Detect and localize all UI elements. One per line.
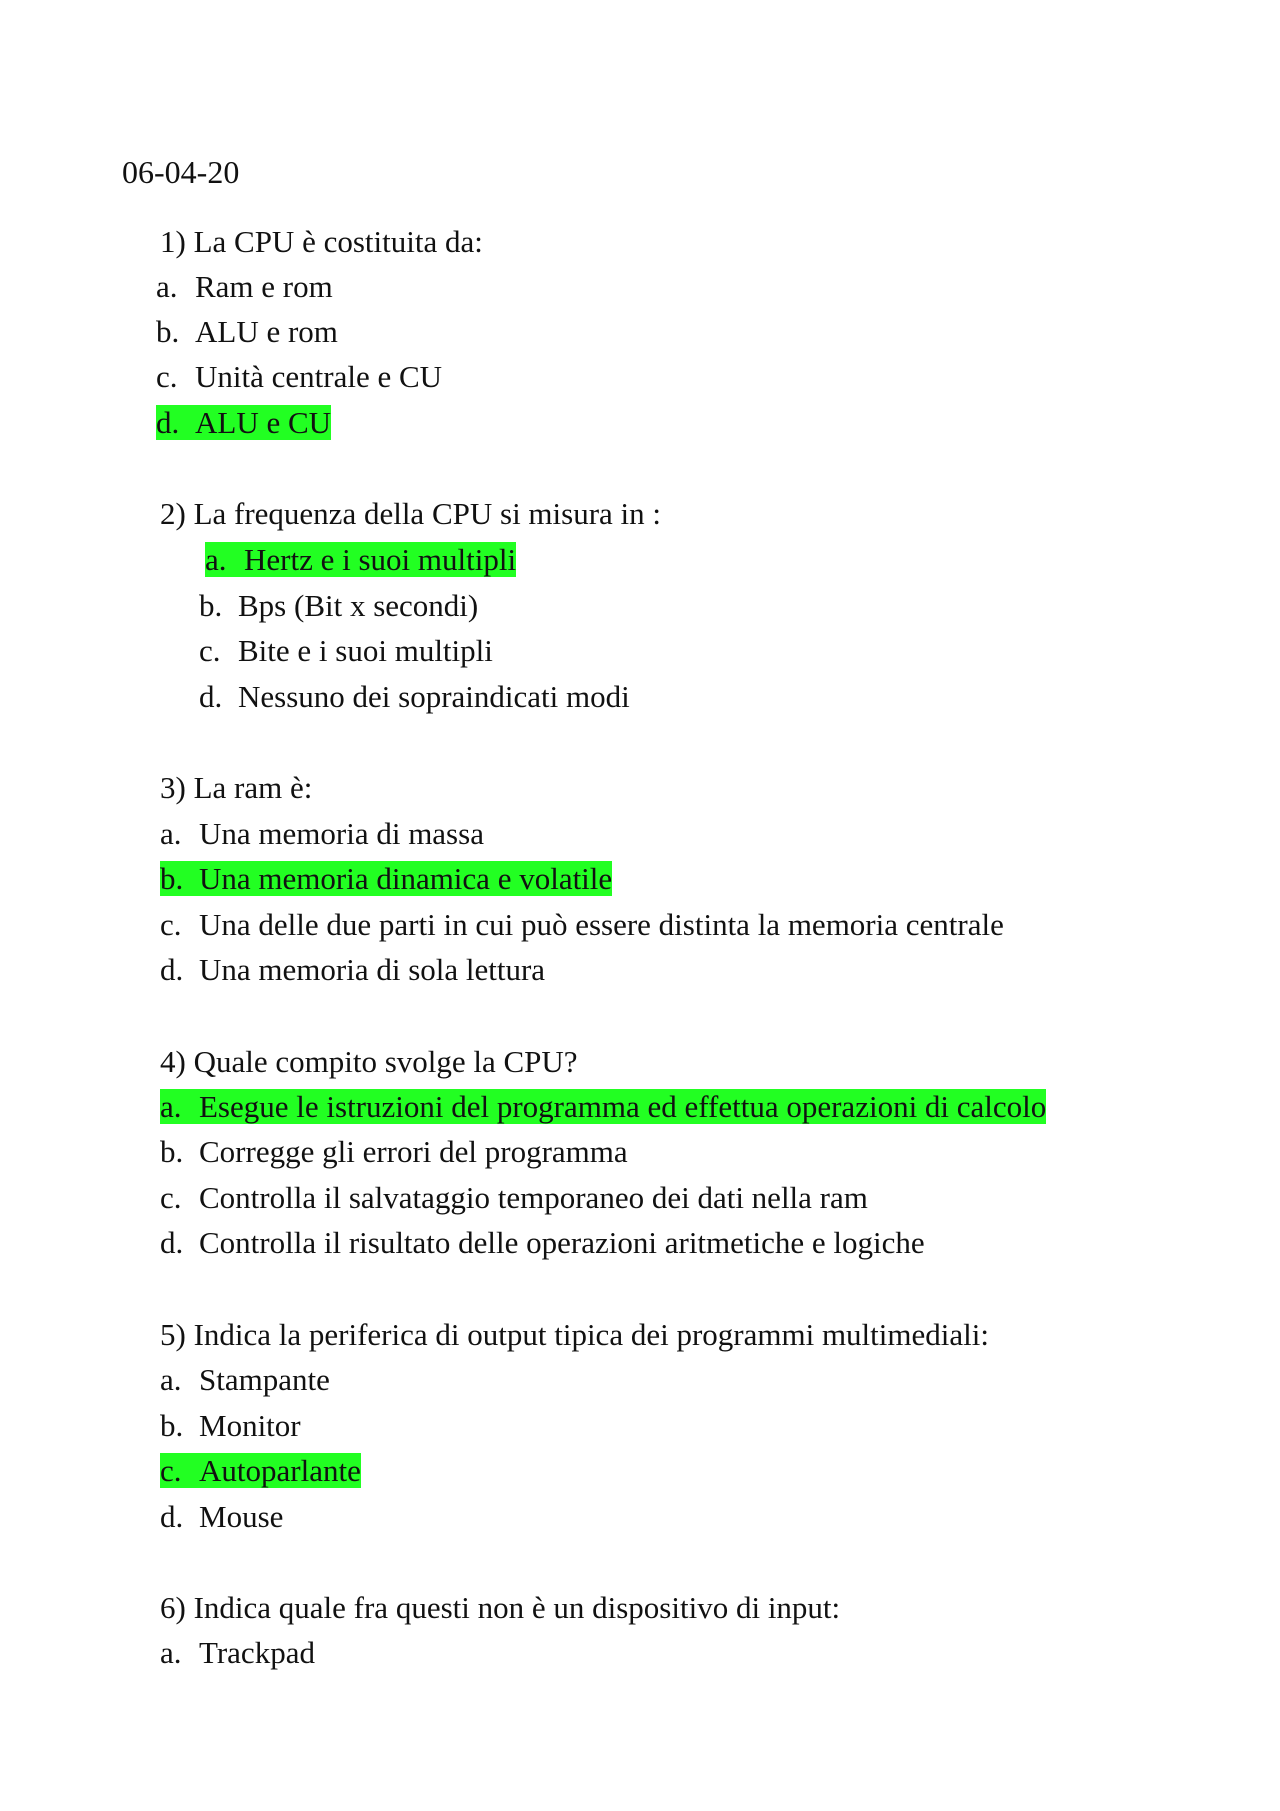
option-marker: c. <box>156 359 178 394</box>
option-marker: d. <box>160 952 184 987</box>
question-5-stem: 5) Indica la periferica di output tipica dei programmi multimediali: <box>160 1317 989 1352</box>
option-text: Monitor <box>199 1408 301 1443</box>
question-1-option-b <box>156 313 338 351</box>
option-text: Trackpad <box>199 1635 315 1670</box>
option-text: Controlla il salvataggio temporaneo dei dati nella ram <box>199 1180 868 1215</box>
question-2-option-d <box>199 678 630 716</box>
option-marker: a. <box>205 542 227 577</box>
question-4-option-c <box>160 1179 868 1217</box>
option-text: Una memoria di sola lettura <box>199 952 546 987</box>
option-marker: d. <box>160 1499 184 1534</box>
option-text: Una memoria dinamica e volatile <box>199 861 613 896</box>
question-3-option-a <box>160 815 484 853</box>
option-text: Unità centrale e CU <box>195 359 443 394</box>
option-text: Una memoria di massa <box>199 816 484 851</box>
question-5-option-c-highlighted <box>160 1452 361 1490</box>
question-1-option-a <box>156 268 333 306</box>
question-3-stem: 3) La ram è: <box>160 770 313 805</box>
option-text: Stampante <box>199 1362 330 1397</box>
option-text: Controlla il risultato delle operazioni aritmetiche e logiche <box>199 1225 925 1260</box>
option-marker: a. <box>156 269 178 304</box>
option-marker: d. <box>156 405 180 440</box>
option-marker: c. <box>160 907 182 942</box>
question-1-option-c <box>156 358 442 396</box>
question-4-option-a-highlighted <box>160 1088 1046 1126</box>
question-3-option-b-highlighted <box>160 860 612 898</box>
option-text: ALU e CU <box>195 405 332 440</box>
option-text: Autoparlante <box>199 1453 361 1488</box>
option-marker: d. <box>199 679 223 714</box>
question-2-option-c <box>199 632 493 670</box>
option-text: Bps (Bit x secondi) <box>238 588 479 623</box>
option-text: Ram e rom <box>195 269 333 304</box>
question-6-stem: 6) Indica quale fra questi non è un dispositivo di input: <box>160 1590 841 1625</box>
option-marker: c. <box>160 1180 182 1215</box>
question-4-option-d <box>160 1224 925 1262</box>
question-5-option-b <box>160 1407 301 1445</box>
option-marker: b. <box>199 588 223 623</box>
question-2-stem: 2) La frequenza della CPU si misura in : <box>160 496 662 531</box>
question-2-option-a-highlighted <box>205 541 516 579</box>
option-text: Hertz e i suoi multipli <box>244 542 517 577</box>
question-4-stem: 4) Quale compito svolge la CPU? <box>160 1044 578 1079</box>
option-marker: b. <box>156 314 180 349</box>
option-marker: c. <box>199 633 221 668</box>
option-marker: b. <box>160 1134 184 1169</box>
option-text: ALU e rom <box>195 314 338 349</box>
option-marker: a. <box>160 816 182 851</box>
option-marker: b. <box>160 1408 184 1443</box>
option-text: Bite e i suoi multipli <box>238 633 493 668</box>
option-marker: c. <box>160 1453 182 1488</box>
question-2-option-b <box>199 587 478 625</box>
option-marker: d. <box>160 1225 184 1260</box>
option-text: Una delle due parti in cui può essere distinta la memoria centrale <box>199 907 1004 942</box>
option-marker: a. <box>160 1089 182 1124</box>
question-6-option-a <box>160 1634 315 1672</box>
option-text: Esegue le istruzioni del programma ed effettua operazioni di calcolo <box>199 1089 1047 1124</box>
option-marker: b. <box>160 861 184 896</box>
question-5-option-a <box>160 1361 330 1399</box>
question-3-option-d <box>160 951 545 989</box>
question-3-option-c <box>160 906 1004 944</box>
question-4-option-b <box>160 1133 628 1171</box>
option-text: Nessuno dei sopraindicati modi <box>238 679 630 714</box>
option-marker: a. <box>160 1362 182 1397</box>
option-marker: a. <box>160 1635 182 1670</box>
option-text: Corregge gli errori del programma <box>199 1134 628 1169</box>
option-text: Mouse <box>199 1499 284 1534</box>
document-date: 06-04-20 <box>122 154 240 190</box>
question-5-option-d <box>160 1498 283 1536</box>
question-1-option-d-highlighted <box>156 404 331 442</box>
question-1-stem: 1) La CPU è costituita da: <box>160 224 483 259</box>
